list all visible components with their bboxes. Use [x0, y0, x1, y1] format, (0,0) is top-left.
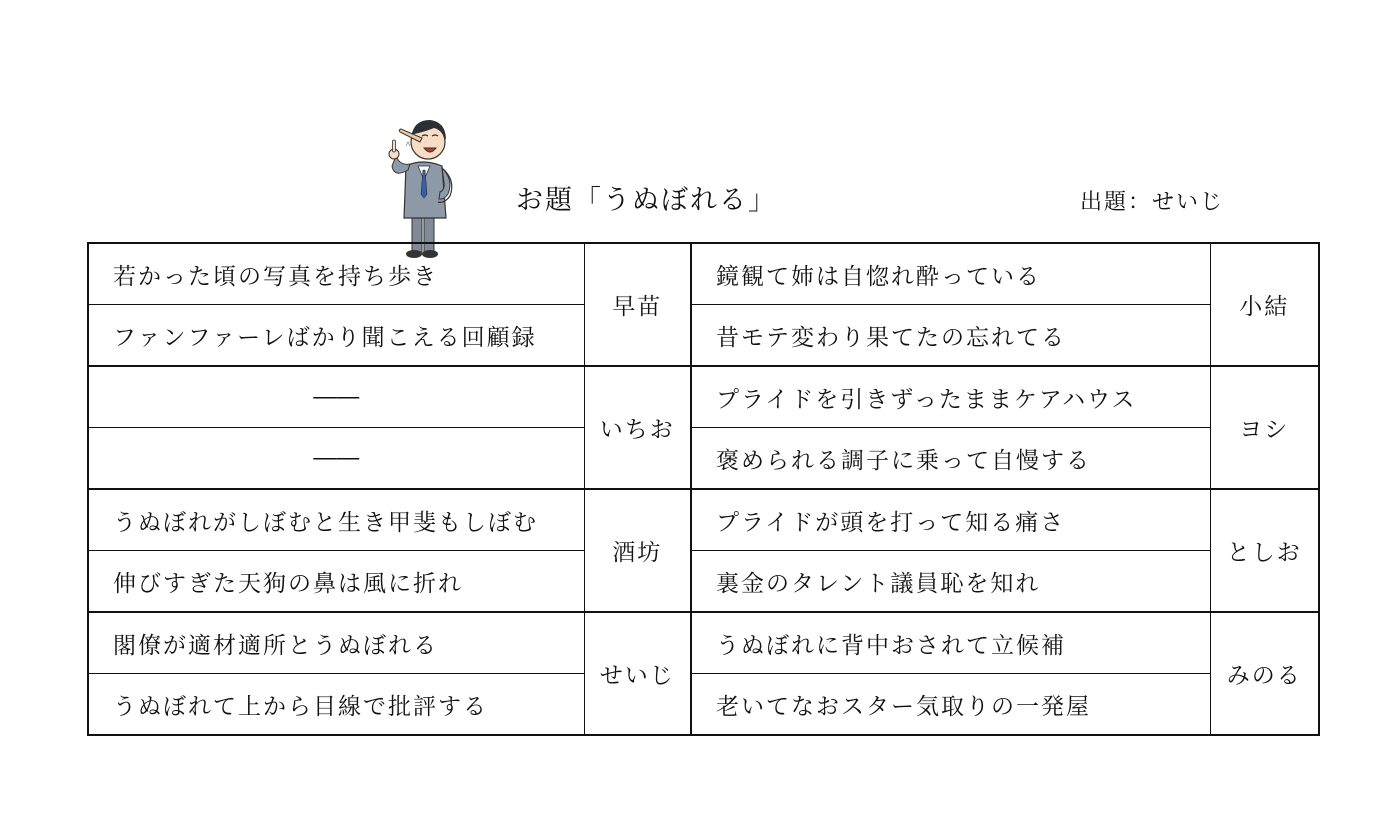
poem-cell: プライドが頭を打って知る痛さ	[691, 489, 1210, 551]
table-row	[88, 305, 1319, 367]
table-row	[88, 428, 1319, 490]
author-name-cell: みのる	[1210, 612, 1319, 735]
poem-cell: 若かった頃の写真を持ち歩き	[88, 243, 584, 305]
table-row	[88, 366, 1319, 428]
poem-cell: 老いてなおスター気取りの一発屋	[691, 674, 1210, 736]
author-name-cell: 小結	[1210, 243, 1319, 366]
author-name-cell: ヨシ	[1210, 366, 1319, 489]
poem-cell: 裏金のタレント議員恥を知れ	[691, 551, 1210, 613]
author-name-cell: としお	[1210, 489, 1319, 612]
author-name-cell: せいじ	[584, 612, 691, 735]
poem-cell: うぬぼれて上から目線で批評する	[88, 674, 584, 736]
page-title: お題「うぬぼれる」	[516, 185, 777, 216]
table-row	[88, 612, 1319, 674]
poem-cell-empty: ――	[88, 366, 584, 428]
poem-cell-empty: ――	[88, 428, 584, 490]
poem-cell: 閣僚が適材適所とうぬぼれる	[88, 612, 584, 674]
poem-cell: 鏡観て姉は自惚れ酔っている	[691, 243, 1210, 305]
author-name-cell: いちお	[584, 366, 691, 489]
poem-cell: 昔モテ変わり果てたの忘れてる	[691, 305, 1210, 367]
table-row	[88, 489, 1319, 551]
table-row	[88, 243, 1319, 305]
poem-cell: うぬぼれに背中おされて立候補	[691, 612, 1210, 674]
author-credit: 出題：せいじ	[1080, 190, 1225, 215]
table-row	[88, 551, 1319, 613]
poem-cell: 褒められる調子に乗って自慢する	[691, 428, 1210, 490]
table-row	[88, 674, 1319, 736]
proud-man-illustration-icon	[384, 106, 468, 262]
poem-cell: うぬぼれがしぼむと生き甲斐もしぼむ	[88, 489, 584, 551]
author-name-cell: 酒坊	[584, 489, 691, 612]
poem-cell: ファンファーレばかり聞こえる回顧録	[88, 305, 584, 367]
poem-cell: プライドを引きずったままケアハウス	[691, 366, 1210, 428]
poem-cell: 伸びすぎた天狗の鼻は風に折れ	[88, 551, 584, 613]
author-name-cell: 早苗	[584, 243, 691, 366]
senryu-table	[87, 242, 1320, 736]
